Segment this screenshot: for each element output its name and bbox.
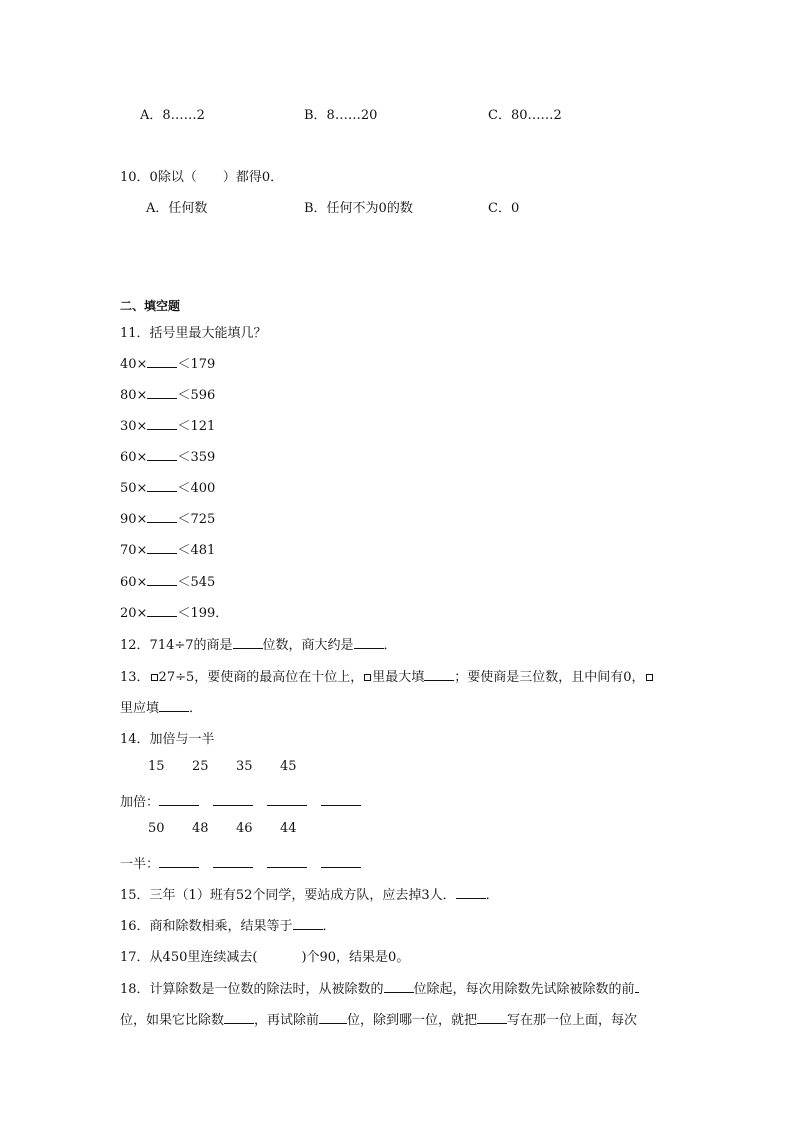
q11-row-rhs: ＜400 [177,481,216,496]
q16-text: 16．商和除数相乘，结果等于 [120,919,293,934]
answer-blank[interactable] [293,917,323,930]
answer-blank[interactable] [321,793,361,806]
box-icon [151,674,158,681]
q11-row-lhs: 90× [120,512,148,527]
q9-option-b: B．8……20 [304,108,378,123]
answer-blank[interactable] [147,417,177,430]
box-icon [364,674,371,681]
q18-text: 位，如果它比除数 [120,1013,225,1028]
q15 [120,884,499,903]
q18-line1 [120,978,639,997]
q9-option-c: C．80……2 [488,108,562,123]
answer-blank[interactable] [224,1011,254,1024]
q11-row-rhs: ＜545 [177,575,216,590]
number: 25 [192,759,209,774]
q11-row [120,477,215,496]
answer-blank[interactable] [319,1011,347,1024]
q12-text: 12．714÷7的商是 [120,638,233,653]
q13-text: ；要使商是三位数，且中间有0， [454,670,645,685]
number: 45 [280,759,297,774]
q14-double-row [120,791,375,810]
q11-stem: 11．括号里最大能填几？ [120,326,267,341]
answer-blank[interactable] [354,636,384,649]
answer-blank[interactable] [147,573,177,586]
number: 44 [280,821,297,836]
q10-option-c: C．0 [488,201,520,216]
number: 50 [148,821,165,836]
q11-row-rhs: ＜481 [177,543,216,558]
box-icon [646,674,653,681]
q10-option-b: B．任何不为0的数 [304,201,413,216]
q11-row [120,539,215,558]
q11-row-lhs: 60× [120,575,148,590]
half-label: 一半： [120,857,160,872]
double-label: 加倍： [120,795,160,810]
q11-row-rhs: ＜199． [177,606,229,621]
q17 [120,946,409,965]
answer-blank[interactable] [147,386,177,399]
number: 48 [192,821,209,836]
answer-blank[interactable] [424,668,454,681]
q11-row [120,353,215,372]
answer-blank[interactable] [213,793,253,806]
q11-row-rhs: ＜725 [177,512,216,527]
q16-text: ． [322,919,336,934]
answer-blank[interactable] [147,448,177,461]
section-title: 二、填空题 [120,299,181,313]
q18-line2 [120,1009,637,1028]
q11-row [120,602,228,621]
number: 15 [148,759,165,774]
answer-blank[interactable] [213,855,253,868]
q11-row-lhs: 20× [120,606,148,621]
q18-text: 位，除到哪一位，就把 [347,1013,478,1028]
answer-blank[interactable] [233,636,263,649]
answer-blank[interactable] [321,855,361,868]
answer-blank[interactable] [147,355,177,368]
q13-text: 里应填 [120,701,160,716]
q11-row-rhs: ＜359 [177,450,216,465]
answer-blank[interactable] [159,699,189,712]
q11-row [120,384,215,403]
answer-blank[interactable] [159,855,199,868]
q18-text: 18．计算除数是一位数的除法时，从被除数的 [120,982,384,997]
q11-row-rhs: ＜596 [177,388,216,403]
q14-half-row [120,853,375,872]
q11-row-rhs: ＜179 [177,357,216,372]
q11-row [120,415,215,434]
answer-blank[interactable] [267,855,307,868]
answer-blank[interactable] [384,980,414,993]
q14-numbers-half [148,821,324,836]
q12-text: ． [383,638,397,653]
q18-text: ，再试除前 [254,1013,320,1028]
answer-blank[interactable] [477,1011,507,1024]
q13-text: 里最大填 [372,670,425,685]
answer-blank[interactable] [147,541,177,554]
q18-text: 写在那一位上面，每次 [507,1013,638,1028]
q13-line1 [120,666,654,685]
q11-row-lhs: 80× [120,388,148,403]
number: 35 [236,759,253,774]
q11-row [120,446,215,465]
q17-text: )个90，结果是0。 [301,950,410,965]
q16 [120,915,336,934]
answer-blank[interactable] [147,510,177,523]
number: 46 [236,821,253,836]
q15-text: ． [485,888,499,903]
q15-text: 15．三年（1）班有52个同学，要站成方队，应去掉3人． [120,888,456,903]
q11-row [120,571,215,590]
q11-row-lhs: 70× [120,543,148,558]
q9-option-a: A．8……2 [140,108,205,123]
q13-line2 [120,697,202,716]
q13-text: 13． [120,670,150,685]
q14-stem: 14．加倍与一半 [120,732,215,747]
q18-text: 位除起，每次用除数先试除被除数的前 [413,982,635,997]
q12-text: 位数，商大约是 [262,638,354,653]
q17-text: 17．从450里连续减去( [120,950,258,965]
q12 [120,634,397,653]
q11-row [120,508,215,527]
q11-row-lhs: 50× [120,481,148,496]
q11-row-rhs: ＜121 [177,419,216,434]
q14-numbers-double [148,759,324,774]
q11-row-lhs: 40× [120,357,148,372]
q10-option-a: A．任何数 [146,201,208,216]
q11-row-lhs: 60× [120,450,148,465]
answer-blank[interactable] [147,604,177,617]
q13-text: 27÷5，要使商的最高位在十位上， [158,670,364,685]
q10-stem: 10．0除以（ ）都得0． [120,170,284,185]
q11-row-lhs: 30× [120,419,148,434]
q13-text: ． [189,701,203,716]
answer-blank[interactable] [267,793,307,806]
answer-blank[interactable] [147,479,177,492]
answer-blank[interactable] [159,793,199,806]
answer-blank[interactable] [635,980,639,993]
answer-blank[interactable] [456,886,486,899]
